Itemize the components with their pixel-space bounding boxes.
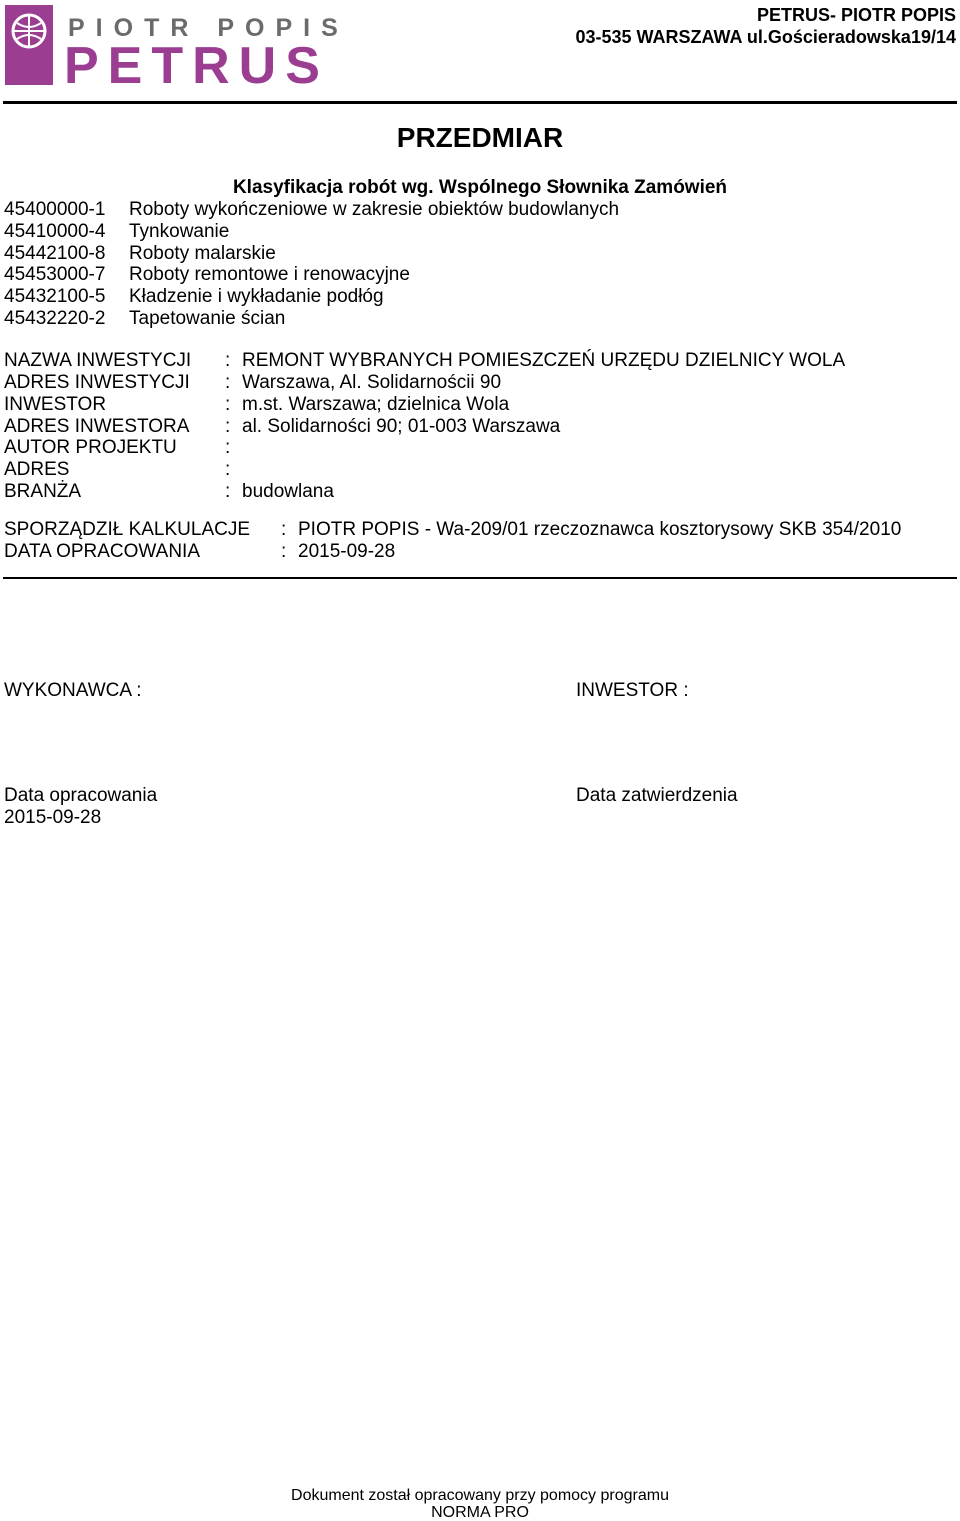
field-label: ADRES INWESTYCJI (4, 372, 190, 393)
field-colon: : (225, 416, 231, 437)
field-label: SPORZĄDZIŁ KALKULACJE (4, 519, 251, 540)
field-value: Warszawa, Al. Solidarnościi 90 (242, 372, 502, 393)
company-name: PETRUS- PIOTR POPIS (756, 5, 956, 25)
prepared-date-label: Data opracowania (4, 785, 158, 806)
field-colon: : (225, 372, 231, 393)
field-value: budowlana (242, 481, 334, 502)
approval-date-label: Data zatwierdzenia (576, 785, 738, 806)
field-label: NAZWA INWESTYCJI (4, 350, 192, 371)
field-label: ADRES (4, 459, 70, 480)
field-label: INWESTOR (4, 394, 107, 415)
field-value: m.st. Warszawa; dzielnica Wola (242, 394, 510, 415)
footer-note: Dokument został opracowany przy pomocy programu (291, 1487, 669, 1504)
footer-program-name: NORMA PRO (431, 1504, 529, 1521)
field-colon: : (281, 541, 287, 562)
field-label: AUTOR PROJEKTU (4, 437, 177, 458)
field-colon: : (281, 519, 287, 540)
field-colon: : (225, 394, 231, 415)
field-colon: : (225, 481, 231, 502)
cpv-description: Tapetowanie ścian (129, 308, 286, 329)
cpv-description: Roboty malarskie (129, 243, 276, 264)
field-colon: : (225, 350, 231, 371)
logo-main-text: PETRUS (64, 37, 329, 95)
field-value: 2015-09-28 (298, 541, 396, 562)
header-divider (3, 101, 957, 104)
cpv-code: 45410000-4 (4, 221, 106, 242)
investor-label: INWESTOR : (576, 680, 689, 701)
cpv-code: 45400000-1 (4, 199, 106, 220)
field-value: al. Solidarności 90; 01-003 Warszawa (242, 416, 561, 437)
petrus-logo-icon (5, 5, 53, 85)
cpv-description: Roboty wykończeniowe w zakresie obiektów budowlanych (129, 199, 620, 220)
cpv-code: 45442100-8 (4, 243, 106, 264)
classification-heading: Klasyfikacja robót wg. Wspólnego Słownika Zamówień (232, 177, 728, 198)
company-address: 03-535 WARSZAWA ul.Gościeradowska19/14 (575, 27, 956, 47)
cpv-description: Kładzenie i wykładanie podłóg (129, 286, 384, 307)
field-colon: : (225, 459, 231, 480)
prepared-date-value: 2015-09-28 (4, 807, 102, 828)
section-divider (3, 577, 957, 579)
field-colon: : (225, 437, 231, 458)
cpv-description: Tynkowanie (129, 221, 230, 242)
field-label: DATA OPRACOWANIA (4, 541, 201, 562)
logo-top-text: PIOTR POPIS (68, 14, 349, 42)
cpv-description: Roboty remontowe i renowacyjne (129, 264, 410, 285)
cpv-code: 45432100-5 (4, 286, 106, 307)
field-value: PIOTR POPIS - Wa-209/01 rzeczoznawca kosztorysowy SKB 354/2010 (298, 519, 902, 540)
cpv-code: 45453000-7 (4, 264, 106, 285)
contractor-label: WYKONAWCA : (4, 680, 142, 701)
field-value: REMONT WYBRANYCH POMIESZCZEŃ URZĘDU DZIELNICY WOLA (242, 350, 846, 371)
cpv-code: 45432220-2 (4, 308, 106, 329)
field-label: BRANŻA (4, 481, 82, 502)
field-label: ADRES INWESTORA (4, 416, 190, 437)
page-title: PRZEDMIAR (396, 122, 564, 153)
